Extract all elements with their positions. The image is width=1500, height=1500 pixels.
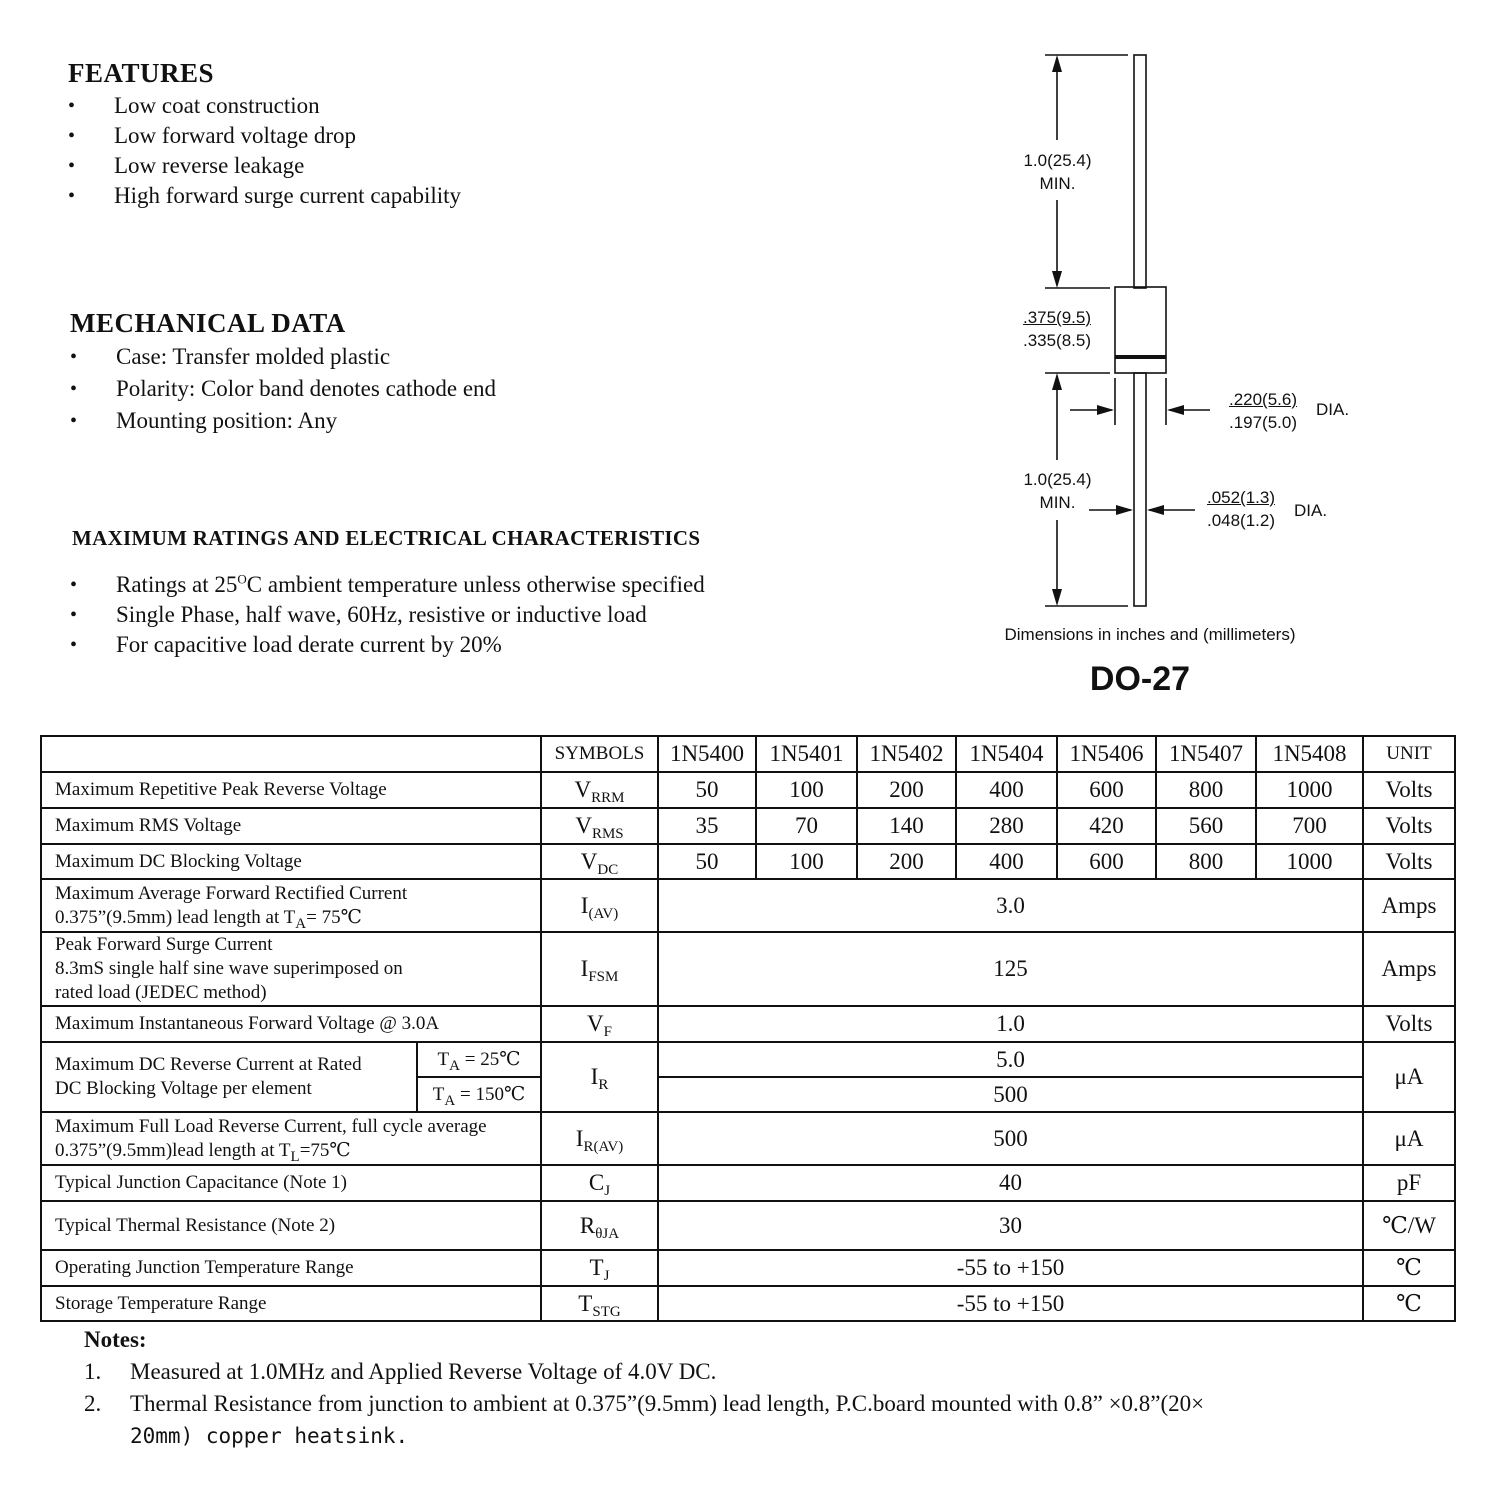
value-cell: -55 to +150: [658, 1250, 1363, 1286]
symbol-cell: $V_{RRM}$: [541, 772, 658, 808]
value-cell: 100: [756, 844, 857, 879]
symbol-cell: $T_{STG}$: [541, 1286, 658, 1321]
table-row: [41, 879, 1455, 932]
value-cell: 40: [658, 1165, 1363, 1201]
param-label: Maximum DC Blocking Voltage: [41, 844, 541, 879]
package-outline-drawing: [0, 0, 1500, 720]
value-cell: 100: [756, 772, 857, 808]
notes-title: Notes:: [84, 1327, 147, 1352]
value-cell: 1.0: [658, 1006, 1363, 1042]
symbol-cell: $I_{(AV)}$: [541, 879, 658, 932]
value-cell: 50: [658, 844, 756, 879]
list-item: • Single Phase, half wave, 60Hz, resistive or inductive load: [70, 600, 890, 630]
body-diameter-label: DIA.: [1316, 400, 1350, 419]
unit-cell: ℃/W: [1363, 1201, 1455, 1250]
part-header: 1N5401: [756, 736, 857, 772]
symbols-header: SYMBOLS: [541, 736, 658, 772]
dimensions-caption: Dimensions in inches and (millimeters): [1004, 625, 1296, 644]
part-header: 1N5406: [1057, 736, 1156, 772]
unit-cell: Amps: [1363, 932, 1455, 1006]
unit-cell: pF: [1363, 1165, 1455, 1201]
param-label: Maximum Average Forward Rectified Current 0.375”(9.5mm) lead length at $T_A=$ 75℃: [41, 879, 541, 932]
value-cell: 5.0: [658, 1042, 1363, 1077]
unit-cell: Volts: [1363, 808, 1455, 844]
ratings-heading: MAXIMUM RATINGS AND ELECTRICAL CHARACTERISTICS: [72, 526, 701, 550]
table-row: [41, 932, 1455, 1006]
ratings-table: [40, 735, 1456, 1322]
list-item: • For capacitive load derate current by 20%: [70, 630, 890, 660]
unit-cell: ℃: [1363, 1286, 1455, 1321]
value-cell: 280: [956, 808, 1057, 844]
unit-cell: ℃: [1363, 1250, 1455, 1286]
value-cell: 1000: [1256, 772, 1363, 808]
body-diameter-dimension: $\frac{.220(5.6)}{.197(5.0)}$: [1228, 390, 1298, 432]
value-cell: -55 to +150: [658, 1286, 1363, 1321]
value-cell: 1000: [1256, 844, 1363, 879]
features-heading: FEATURES: [68, 58, 215, 88]
table-row: [41, 1165, 1455, 1201]
param-label: Operating Junction Temperature Range: [41, 1250, 541, 1286]
param-label: Typical Junction Capacitance (Note 1): [41, 1165, 541, 1201]
value-cell: 420: [1057, 808, 1156, 844]
value-cell: 30: [658, 1201, 1363, 1250]
condition-cell: $T_A$ = 150℃: [417, 1077, 541, 1112]
unit-cell: Volts: [1363, 772, 1455, 808]
part-header: 1N5407: [1156, 736, 1256, 772]
value-cell: 800: [1156, 844, 1256, 879]
part-header: 1N5404: [956, 736, 1057, 772]
symbol-cell: $R_{\theta JA}$: [541, 1201, 658, 1250]
list-item: • Low coat construction: [68, 91, 668, 121]
value-cell: 600: [1057, 844, 1156, 879]
value-cell: 200: [857, 844, 956, 879]
symbol-cell: $I_{FSM}$: [541, 932, 658, 1006]
list-item: • Polarity: Color band denotes cathode end: [70, 373, 670, 405]
table-row: [41, 1250, 1455, 1286]
list-item: • Case: Transfer molded plastic: [70, 341, 670, 373]
package-name: DO-27: [1089, 660, 1191, 698]
value-cell: 400: [956, 844, 1057, 879]
unit-cell: μA: [1363, 1042, 1455, 1112]
value-cell: 500: [658, 1077, 1363, 1112]
param-label: Storage Temperature Range: [41, 1286, 541, 1321]
table-row: [41, 844, 1455, 879]
param-label: Typical Thermal Resistance (Note 2): [41, 1201, 541, 1250]
table-row: [41, 1286, 1455, 1321]
symbol-cell: $V_{RMS}$: [541, 808, 658, 844]
symbol-cell: $I_{R(AV)}$: [541, 1112, 658, 1165]
param-label: Maximum DC Reverse Current at Rated DC Blocking Voltage per element: [41, 1042, 417, 1112]
part-header: 1N5400: [658, 736, 756, 772]
header-blank: [41, 736, 541, 772]
note-item: 1. Measured at 1.0MHz and Applied Reverse Voltage of 4.0V DC.: [84, 1359, 717, 1384]
symbol-cell: $V_F$: [541, 1006, 658, 1042]
unit-header: UNIT: [1363, 736, 1455, 772]
value-cell: 200: [857, 772, 956, 808]
value-cell: 800: [1156, 772, 1256, 808]
value-cell: 400: [956, 772, 1057, 808]
lead-length-bottom-dimension: 1.0(25.4) MIN.: [1023, 470, 1092, 512]
notes-section: [84, 1324, 1464, 1452]
value-cell: 125: [658, 932, 1363, 1006]
list-item: • Low forward voltage drop: [68, 121, 668, 151]
value-cell: 500: [658, 1112, 1363, 1165]
value-cell: 700: [1256, 808, 1363, 844]
body-length-dimension: $\frac{.375(9.5)}{.335(8.5)}$: [1022, 308, 1092, 350]
lead-diameter-dimension: $\frac{.052(1.3)}{.048(1.2)}$: [1206, 488, 1276, 530]
symbol-cell: $V_{DC}$: [541, 844, 658, 879]
table-row: [41, 808, 1455, 844]
param-label: Maximum Instantaneous Forward Voltage @ 3.0A: [41, 1006, 541, 1042]
value-cell: 70: [756, 808, 857, 844]
table-row: [41, 1201, 1455, 1250]
unit-cell: Amps: [1363, 879, 1455, 932]
param-label: Maximum Full Load Reverse Current, full cycle average 0.375”(9.5mm)lead length at $T_L=75℃$: [41, 1112, 541, 1165]
value-cell: 3.0: [658, 879, 1363, 932]
lead-diameter-label: DIA.: [1294, 501, 1328, 520]
param-label: Maximum Repetitive Peak Reverse Voltage: [41, 772, 541, 808]
part-header: 1N5402: [857, 736, 956, 772]
value-cell: 600: [1057, 772, 1156, 808]
value-cell: 140: [857, 808, 956, 844]
symbol-cell: $C_J$: [541, 1165, 658, 1201]
table-header-row: [41, 736, 1455, 772]
value-cell: 35: [658, 808, 756, 844]
cathode-band: [1115, 355, 1166, 359]
symbol-cell: $T_J$: [541, 1250, 658, 1286]
mechanical-heading: MECHANICAL DATA: [70, 308, 346, 338]
table-row: [41, 1112, 1455, 1165]
unit-cell: Volts: [1363, 1006, 1455, 1042]
param-label: Peak Forward Surge Current 8.3mS single half sine wave superimposed on rated load (JEDEC method): [41, 932, 541, 1006]
list-item: • Mounting position: Any: [70, 405, 670, 437]
condition-cell: $T_A$ = 25℃: [417, 1042, 541, 1077]
unit-cell: Volts: [1363, 844, 1455, 879]
unit-cell: μA: [1363, 1112, 1455, 1165]
list-item: • Ratings at $25^OC$ ambient temperature unless otherwise specified: [70, 570, 890, 600]
lead-length-top-dimension: 1.0(25.4) MIN.: [1023, 151, 1092, 193]
list-item: • Low reverse leakage: [68, 151, 668, 181]
table-row: [41, 772, 1455, 808]
part-header: 1N5408: [1256, 736, 1363, 772]
table-row: [41, 1042, 1455, 1077]
symbol-cell: $I_R$: [541, 1042, 658, 1112]
value-cell: 50: [658, 772, 756, 808]
table-row: [41, 1006, 1455, 1042]
value-cell: 560: [1156, 808, 1256, 844]
note-item: 2. Thermal Resistance from junction to ambient at 0.375”(9.5mm) lead length, P.C.board mounted with 0.8” ×0.8”(20× 20mm) copper heatsink.: [84, 1391, 1205, 1448]
param-label: Maximum RMS Voltage: [41, 808, 541, 844]
list-item: • High forward surge current capability: [68, 181, 668, 211]
